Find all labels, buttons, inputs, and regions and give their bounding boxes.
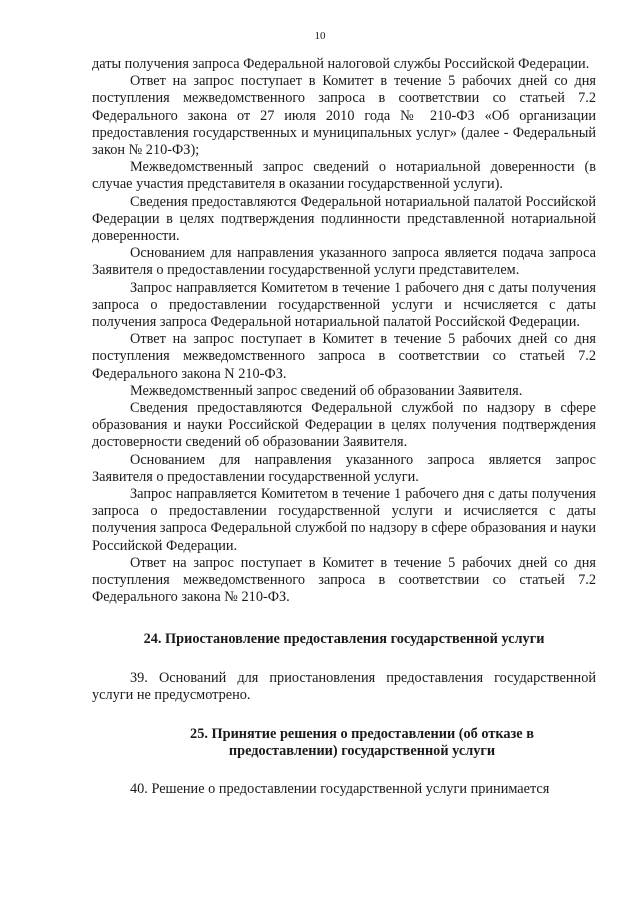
section-25-heading-line2: предоставлении) государственной услуги xyxy=(228,743,496,760)
section-24-heading: 24. Приостановление предоставления государственной услуги xyxy=(143,630,545,647)
paragraph: Запрос направляется Комитетом в течение 1 рабочего дня с даты получения запроса о предоставлении государственной услуги и нсчисляется с даты получения запроса Федеральной нотариальной палатой Российской Федерации. xyxy=(92,279,596,331)
paragraph: Сведения предоставляются Федеральной нотариальной палатой Российской Федерации в целях подтверждения подлинности представленной нотариальной доверенности. xyxy=(92,193,596,245)
section-25-paragraph: 40. Решение о предоставлении государственной услуги принимается xyxy=(130,780,550,797)
paragraph: Ответ на запрос поступает в Комитет в течение 5 рабочих дней со дня поступления межведомственного запроса в соответствии со статьей 7.2 Федерального закона N 210-ФЗ. xyxy=(92,331,596,382)
page-number: 10 xyxy=(314,30,326,42)
paragraph: Основанием для направления указанного запроса является подача запроса Заявителя о предоставлении государственной услуги представителем. xyxy=(92,245,596,279)
paragraph: Запрос направляется Комитетом в течение 1 рабочего дня с даты получения запроса о предоставлении государственной услуги и исчисляется с даты получения запроса Федеральной службой по надзору в сфере образования и науки Российской Федерации. xyxy=(92,486,596,554)
paragraph: Сведения предоставляются Федеральной службой по надзору в сфере образования и науки Российской Федерации в целях получения подтверждения достоверности сведений об образовании Заявителя. xyxy=(92,400,596,451)
document-body xyxy=(92,56,596,798)
paragraph: Межведомственный запрос сведений о нотариальной доверенности (в случае участия представителя в оказании государственной услуги). xyxy=(92,159,596,193)
paragraph: Ответ на запрос поступает в Комитет в течение 5 рабочих дней со дня поступления межведомственного запроса в соответствии со статьей 7.2 Федерального закона от 27 июля 2010 года № 210-ФЗ «Об организации предоставления государственных и муниципальных услуг» (далее - Федеральный закон № 210-ФЗ); xyxy=(92,73,596,159)
paragraph: Основанием для направления указанного запроса является запрос Заявителя о предоставлении государственной услуги. xyxy=(92,451,596,485)
section-25-heading-line1: 25. Принятие решения о предоставлении (об отказе в xyxy=(190,726,534,743)
paragraph: даты получения запроса Федеральной налоговой службы Российской Федерации. xyxy=(92,56,590,72)
paragraph: Межведомственный запрос сведений об образовании Заявителя. xyxy=(130,382,523,399)
paragraph: Ответ на запрос поступает в Комитет в течение 5 рабочих дней со дня поступления межведомственного запроса в соответствии со статьей 7.2 Федерального закона № 210-ФЗ. xyxy=(92,554,596,606)
section-25-heading xyxy=(92,726,596,760)
section-24-paragraph: 39. Оснований для приостановления предоставления государственной услуги не предусмотрено. xyxy=(92,669,596,703)
